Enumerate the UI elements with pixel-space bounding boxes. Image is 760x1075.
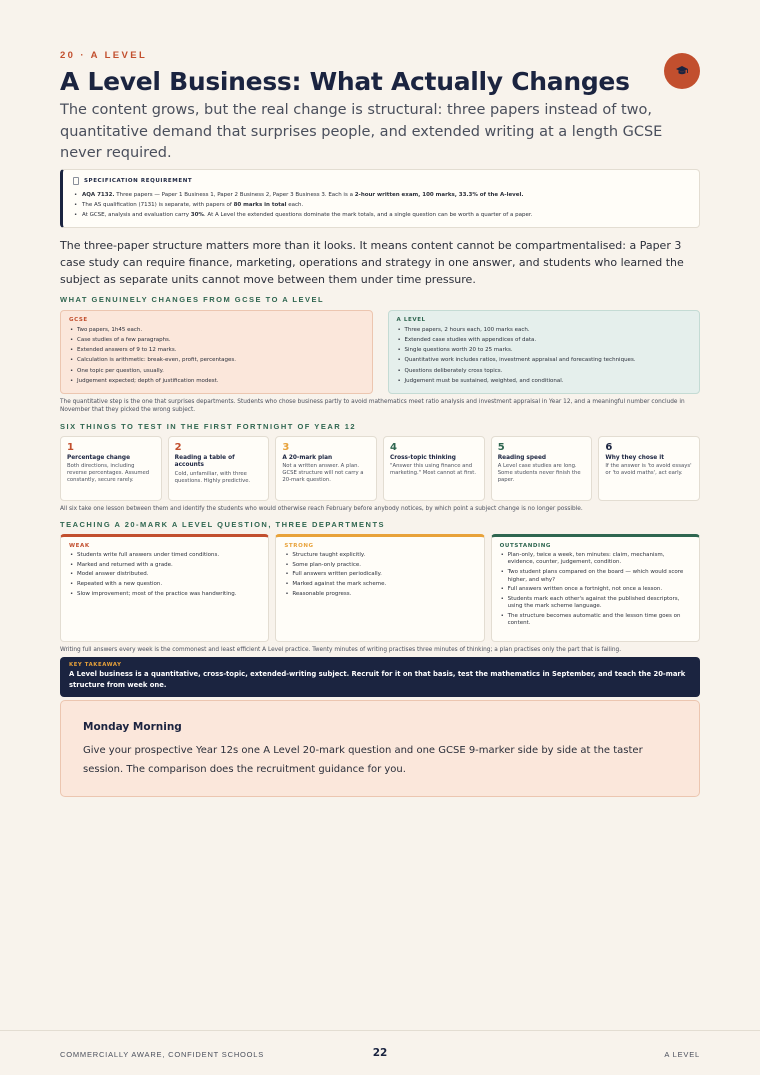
spec-header (73, 177, 689, 185)
intro-paragraph: The three-paper structure matters more than it looks. It means content cannot be compartmentalised: a Paper 3 case study can require finance, marketing, operations and strategy in one answer, and students who learned the subject as separate units cannot move between them under time pressure. (60, 238, 684, 286)
level-strong (275, 534, 484, 642)
alevel-title: A LEVEL (396, 316, 426, 323)
thing-title: Reading a table of accounts (174, 454, 235, 468)
six-things-heading: SIX THINGS TO TEST IN THE FIRST FORTNIGHT OF YEAR 12 (60, 421, 357, 431)
list-item: • Three papers, 2 hours each, 100 marks each. (397, 325, 692, 335)
departments-heading: TEACHING A 20-MARK A LEVEL QUESTION, THREE DEPARTMENTS (60, 520, 386, 529)
list-item: • Students write full answers under timed conditions. (69, 552, 260, 559)
list-item: • Quantitative work includes ratios, investment appraisal and forecasting techniques. (397, 355, 692, 365)
spec-item-tail: each. (286, 201, 304, 208)
gcse-list (69, 325, 364, 387)
thing-card (275, 436, 377, 501)
thing-card (598, 436, 700, 501)
list-item: • Slow improvement; most of the practice was handwriting. (69, 591, 260, 598)
content (60, 50, 700, 797)
spec-item-tail: . At A Level the extended questions dominate the mark totals, and a single question can be worth a quarter of a paper. (203, 211, 533, 218)
thing-number: 3 (282, 441, 290, 453)
thing-title: Percentage change (67, 454, 130, 461)
six-things-row (60, 436, 700, 501)
thing-card (60, 436, 162, 501)
chapter-badge (664, 53, 700, 89)
chapter-kicker: 20 · A LEVEL (60, 50, 148, 61)
level-outstanding (491, 534, 700, 642)
footer-left: COMMERCIALLY AWARE, CONFIDENT SCHOOLS (60, 1050, 265, 1059)
thing-card (383, 436, 485, 501)
list-item: • Structure taught explicitly. (284, 552, 475, 559)
level-title: OUTSTANDING (499, 543, 552, 549)
thing-description: Cold, unfamiliar, with three questions. Highly predictive. (174, 470, 251, 484)
list-item: • Two student plans compared on the board — which would score higher, and why? (500, 569, 691, 584)
spec-item-bold: 80 marks in total (233, 201, 287, 208)
thing-card (168, 436, 270, 501)
thing-description: A Level case studies are long. Some students never finish the paper. (497, 463, 581, 484)
departments-row (60, 534, 700, 642)
thing-description: Not a written answer. A plan. GCSE structure will not carry a 20-mark question. (282, 463, 364, 484)
list-item: • One topic per question, usually. (69, 366, 364, 376)
gcse-panel (60, 310, 373, 394)
list-item: • Two papers, 1h45 each. (69, 325, 364, 335)
list-item: • Students mark each other's against the published descriptors, using the mark scheme language. (500, 596, 691, 611)
changes-heading: WHAT GENUINELY CHANGES FROM GCSE TO A LEVEL (60, 294, 325, 304)
document-icon (73, 177, 79, 185)
graduation-cap-icon (675, 65, 689, 77)
spec-item (73, 210, 689, 220)
spec-list (73, 190, 689, 220)
specification-box (60, 169, 700, 228)
list-item: • Questions deliberately cross topics. (397, 366, 692, 376)
thing-number: 6 (605, 441, 613, 453)
monday-morning-box (60, 700, 700, 797)
spec-item-text: Three papers — Paper 1 Business 1, Paper 2 Business 2, Paper 3 Business 3. Each is a (114, 191, 355, 198)
spec-item (73, 190, 689, 200)
level-weak (60, 534, 269, 642)
level-list (500, 552, 691, 628)
thing-number: 5 (497, 441, 505, 453)
list-item: • Marked and returned with a grade. (69, 562, 260, 569)
spec-item-bold: 2-hour written exam, 100 marks, 33.3% of the A-level. (354, 191, 524, 198)
thing-description: "Answer this using finance and marketing." Most cannot at first. (390, 463, 477, 477)
thing-number: 1 (67, 441, 74, 453)
level-title: STRONG (284, 543, 314, 549)
spec-item-text: The AS qualification (7131) is separate, with papers of (82, 201, 234, 208)
level-title: WEAK (69, 543, 90, 549)
list-item: • Full answers written periodically. (284, 571, 475, 578)
takeaway-label: KEY TAKEAWAY (69, 661, 122, 668)
departments-note: Writing full answers every week is the commonest and least efficient A Level practice. Twenty minutes of writing practises three minutes of thinking; a plan practises only the part that is failing. (60, 647, 622, 653)
thing-title: Reading speed (497, 454, 547, 461)
thing-title: Cross-topic thinking (390, 454, 456, 461)
gcse-title: GCSE (69, 316, 88, 323)
thing-number: 2 (174, 441, 182, 453)
list-item: • Judgement expected; depth of justification modest. (69, 376, 364, 386)
list-item: • Single questions worth 20 to 25 marks. (397, 345, 692, 355)
list-item: • Extended case studies with appendices of data. (397, 335, 692, 345)
list-item: • Reasonable progress. (284, 591, 475, 598)
thing-description: If the answer is 'to avoid essays' or 'to avoid maths', act early. (605, 463, 692, 477)
level-list (284, 552, 475, 598)
monday-text: Give your prospective Year 12s one A Level 20-mark question and one GCSE 9-marker side by side at the taster session. The comparison does the recruitment guidance for you. (83, 744, 643, 775)
spec-item-text: At GCSE, analysis and evaluation carry (82, 211, 191, 218)
alevel-panel (388, 310, 701, 394)
list-item: • Some plan-only practice. (284, 562, 475, 569)
list-item: • Model answer distributed. (69, 571, 260, 578)
list-item: • The structure becomes automatic and the lesson time goes on content. (500, 613, 691, 628)
footer (0, 1030, 760, 1075)
list-item: • Repeated with a new question. (69, 581, 260, 588)
list-item: • Judgement must be sustained, weighted, and conditional. (397, 376, 692, 386)
monday-title: Monday Morning (83, 720, 182, 733)
list-item: • Full answers written once a fortnight, not once a lesson. (500, 586, 691, 593)
list-item: • Calculation is arithmetic: break-even, profit, percentages. (69, 355, 364, 365)
level-list (69, 552, 260, 598)
spec-item (73, 200, 689, 210)
thing-title: A 20-mark plan (282, 454, 333, 461)
thing-card (491, 436, 593, 501)
footer-right: A LEVEL (664, 1050, 700, 1059)
spec-label: SPECIFICATION REQUIREMENT (84, 177, 193, 184)
list-item: • Case studies of a few paragraphs. (69, 335, 364, 345)
alevel-list (397, 325, 692, 387)
spec-item-bold: 30% (190, 211, 204, 218)
page-title: A Level Business: What Actually Changes (60, 67, 630, 96)
takeaway-text: A Level business is a quantitative, cross-topic, extended-writing subject. Recruit for it on that basis, test the mathematics in September, and teach the 20-mark structure from week one. (69, 669, 686, 689)
thing-description: Both directions, including reverse percentages. Assumed constantly, secure rarely. (67, 463, 150, 484)
key-takeaway (60, 657, 700, 697)
page-number: 22 (372, 1047, 388, 1059)
thing-number: 4 (390, 441, 397, 453)
six-things-note: All six take one lesson between them and identify the students who would otherwise reach February before anybody notices, by which point a subject change is no longer possible. (60, 505, 583, 512)
thing-title: Why they chose it (605, 454, 665, 461)
changes-note: The quantitative step is the one that surprises departments. Students who chose business partly to avoid mathematics meet ratio analysis and investment appraisal in Year 12, and a meaningful number conclude in November that they picked the wrong subject. (60, 398, 685, 413)
spec-item-lead: AQA 7132. (82, 191, 115, 198)
list-item: • Plan-only, twice a week, ten minutes: claim, mechanism, evidence, counter, judgement, condition. (500, 552, 691, 567)
list-item: • Extended answers of 9 to 12 marks. (69, 345, 364, 355)
lede: The content grows, but the real change is structural: three papers instead of two, quantitative demand that surprises people, and extended writing at a length GCSE never required. (60, 102, 663, 161)
list-item: • Marked against the mark scheme. (284, 581, 475, 588)
comparison-panels (60, 310, 700, 394)
